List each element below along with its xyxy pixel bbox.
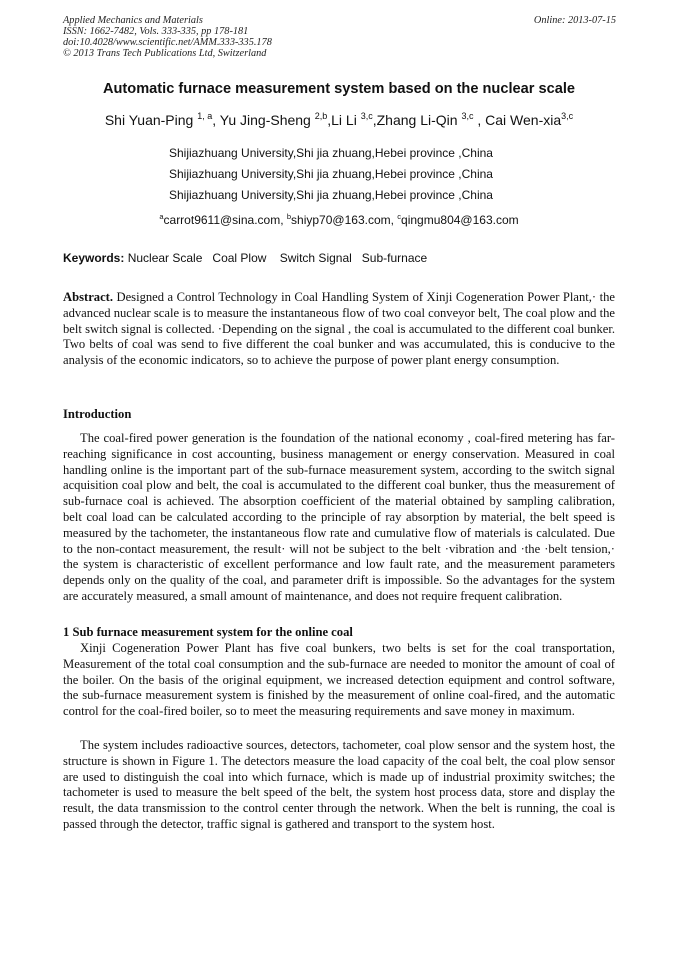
keywords-text: Nuclear Scale Coal Plow Switch Signal Sub-furnace [124, 251, 428, 265]
online-date: Online: 2013-07-15 [533, 15, 616, 26]
abstract-paragraph [63, 290, 615, 369]
author: Shi Yuan-Ping $^{1, a}$, [104, 111, 220, 128]
affiliation: Shijiazhuang University,Shi jia zhuang,Hebei province ,China [169, 188, 493, 202]
section1-paragraph-1: Xinji Cogeneration Power Plant has five coal bunkers, two belts is set for the coal transportation, Measurement of the total coal consumption and the sub-furnace are needed to monitor the amount of coal of the boiler. On the basis of the original equipment, we increased detection equipment and control software, the sub-furnace measurement system is finished by the measurement of online coal-fired, and the automatic control for the coal-fired boiler, so to meet the measuring requirements and save money in maximum. [63, 641, 615, 719]
author: Yu Jing-Sheng $^{2,b}$, [219, 111, 332, 128]
author: Li Li $^{3,c}$, [331, 111, 377, 128]
email[interactable]: $^b$shiyp70@163.com, [286, 212, 398, 227]
email[interactable]: $^a$carrot9611@sina.com, [159, 212, 287, 227]
abstract-text: Designed a Control Technology in Coal Handling System of Xinji Cogeneration Power Plant,· the advanced nuclear scale is to measure the instantaneous flow of two coal conveyor belt, The coal plow and the belt switch signal is collected. ·Depending on the signal , the coal is accumulated to the different coal bunker. Two belts of coal was send to five different the coal bunker and was accumulated, this is conducive to the analysis of the economic indicators, so to achieve the purpose of power plant energy consumption. [63, 290, 615, 368]
copyright-line: © 2013 Trans Tech Publications Ltd, Switzerland [63, 48, 267, 59]
author: Cai Wen-xia$^{3,c}$ [485, 111, 574, 128]
section1-paragraph-2: The system includes radioactive sources, detectors, tachometer, coal plow sensor and the system host, the structure is shown in Figure 1. The detectors measure the load capacity of the coal belt, the coal plow sensor are used to distinguish the coal into which furnace, which is made up of industrial proximity switches; the tachometer is used to measure the belt speed of the belt, the system host process data, store and display the result, the data transmission to the control center through the network. When the belt is running, the coal is passed through the detector, traffic signal is gathered and transport to the system host. [63, 738, 615, 831]
keywords-line [63, 251, 427, 265]
author: Zhang Li-Qin $^{3,c}$ , [376, 111, 486, 128]
abstract-label: Abstract. [63, 290, 114, 304]
affiliation: Shijiazhuang University,Shi jia zhuang,Hebei province ,China [169, 146, 493, 160]
email[interactable]: $^c$qingmu804@163.com [397, 212, 519, 227]
introduction-paragraph: The coal-fired power generation is the foundation of the national economy , coal-fired metering has far-reaching significance in cost accounting, business management or energy conservation. Measured in coal handling online is the important part of the sub-furnace measurement system, according to the switch signal acquisition coal plow and belt, the coal is accumulated to the different coal bunker, thus the measurement of sub-furnace coal is achieved. The absorption coefficient of the material obtained by sampling calibration, belt coal load can be calculated according to the principle of ray absorption by material, the belt speed is measured by the tachometer, the instantaneous flow rate and cumulative flow of materials is calculated. Due to the non-contact measurement, the result· will not be subject to the belt ·vibration and ·the ·belt tension,· the system is characteristic of excellent performance and low fault rate, and the measurement parameters depends only on the quality of the coal, and parameter drift is impossible. So the advantages for the system are accurately measured, a small amount of maintenance, and does not require frequent calibration. [63, 431, 615, 603]
doi-line: doi:10.4028/www.scientific.net/AMM.333-335.178 [63, 37, 272, 48]
author-list [0, 112, 678, 128]
paper-title: Automatic furnace measurement system based on the nuclear scale [102, 81, 576, 97]
section-heading-introduction: Introduction [63, 407, 132, 421]
keywords-label: Keywords: [63, 251, 125, 265]
author-emails [0, 213, 678, 227]
journal-name: Applied Mechanics and Materials [63, 15, 203, 26]
issn-line: ISSN: 1662-7482, Vols. 333-335, pp 178-181 [63, 26, 249, 37]
journal-header [63, 15, 616, 59]
affiliation: Shijiazhuang University,Shi jia zhuang,Hebei province ,China [169, 167, 493, 181]
section-heading-1: 1 Sub furnace measurement system for the online coal [63, 625, 353, 639]
